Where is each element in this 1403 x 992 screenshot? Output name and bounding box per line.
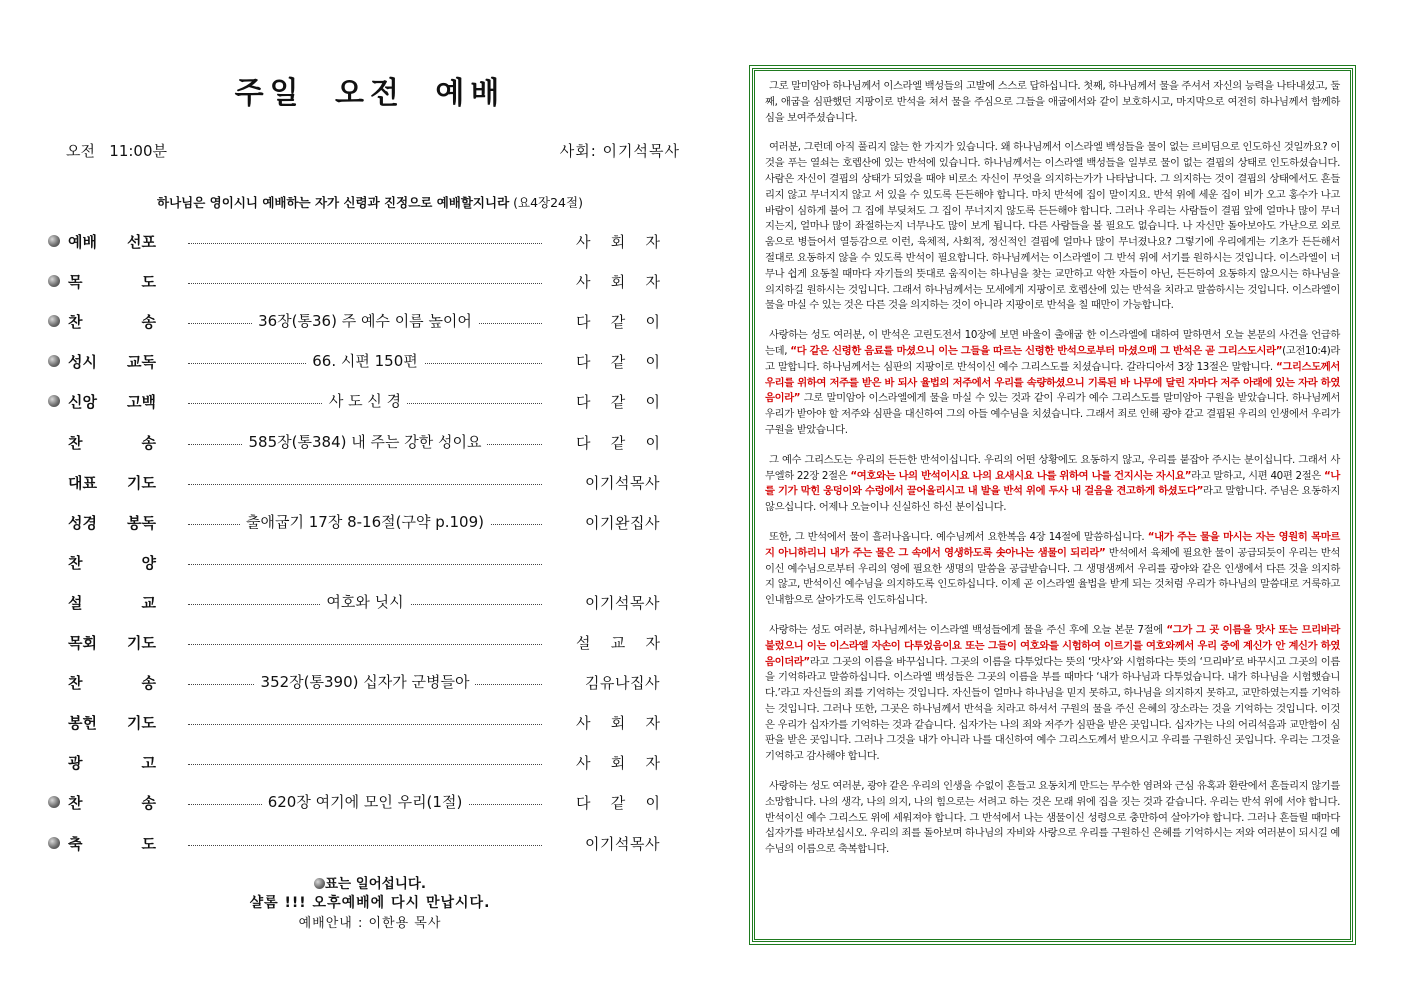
order-item-label	[68, 231, 156, 252]
order-item-content	[188, 390, 542, 411]
dotted-leader	[188, 724, 542, 725]
order-item-content-text: 여호와 닛시	[320, 593, 409, 611]
order-of-worship	[40, 50, 680, 950]
order-item-content	[188, 511, 542, 532]
order-item	[40, 388, 680, 414]
order-item-label-part: 송	[141, 794, 156, 813]
stand-note	[40, 872, 700, 892]
order-item-leader: 이기석목사	[585, 473, 660, 492]
order-item-label-part: 목	[68, 273, 83, 292]
standing-bullet-icon	[48, 837, 60, 849]
standing-bullet-icon	[48, 355, 60, 367]
service-time: 오전 11:00분	[66, 142, 168, 160]
order-item-label-part: 도	[141, 273, 156, 292]
order-item	[40, 830, 680, 856]
order-item-content	[188, 791, 542, 812]
order-item	[40, 549, 680, 575]
sermon-paragraph	[765, 623, 1340, 765]
dotted-leader	[188, 484, 542, 485]
order-item-content-text: 352장(통390) 십자가 군병들아	[255, 673, 476, 691]
service-host: 사회: 이기석목사	[559, 142, 680, 160]
page-title: 주일 오전 예배	[234, 76, 506, 111]
standing-bullet-icon	[48, 235, 60, 247]
order-item-label-part: 도	[141, 834, 156, 853]
order-item-label	[68, 311, 156, 332]
theme-verse	[40, 193, 700, 211]
order-item-leader: 사 회 자	[576, 273, 660, 292]
order-item-leader: 이기석목사	[585, 834, 660, 853]
scripture-quote: “그리스도께서 우리를 위하여 저주를 받은 바 되사 율법의 저주에서 우리를 속량하셨으니 기록된 바 나무에 달린 자마다 저주 아래에 있는 자라 하였음이라”	[765, 360, 1340, 405]
order-item-content-text: 36장(통36) 주 예수 이름 높이어	[252, 312, 478, 330]
order-item-content-text: 66. 시편 150편	[306, 352, 424, 370]
sermon-text: 그로 말미암아 하나님께서 이스라엘 백성들의 고발에 스스로 답하십니다. 첫째, 하나님께서 물을 주셔서 자신의 능력을 나타내셨고, 둘째, 애굽을 심판했던 지팡이로 반석을 쳐서 물을 주심으로 그들을 애굽에서와 같이 보호하시고, 마지막으로 여전히 하나님께서 함께하심을 보여주셨습니다.	[765, 80, 1340, 124]
order-item-label	[68, 592, 156, 613]
order-item-content	[188, 671, 542, 692]
order-item-content	[188, 310, 542, 331]
theme-verse-ref: (요4장24절)	[509, 195, 583, 210]
sermon-text: (고전10:4)라고 말합니다. 하나님께서는 심판의 지팡이로 반석이신 예수 그리스도를 치셨습니다. 갈라디아서 3장 13절은 말합니다.	[765, 344, 1340, 373]
order-item-label-part: 송	[141, 674, 156, 693]
order-item	[40, 268, 680, 294]
order-item-label	[68, 632, 156, 653]
order-item-label	[68, 833, 156, 854]
order-item-leader: 사 회 자	[576, 714, 660, 733]
order-item-label-part: 고	[141, 754, 156, 773]
order-item-label-part: 찬	[68, 433, 83, 452]
sermon-text: 사랑하는 성도 여러분, 하나님께서는 이스라엘 백성들에게 물을 주신 후에 오늘 본문 7절에	[769, 623, 1167, 636]
sermon-paragraph	[765, 140, 1340, 314]
order-item-label	[68, 391, 156, 412]
order-item-label	[68, 351, 156, 372]
order-item	[40, 789, 680, 815]
standing-bullet-icon	[48, 796, 60, 808]
order-item-label	[68, 271, 156, 292]
standing-bullet-icon	[314, 878, 325, 889]
order-item-leader: 이기석목사	[585, 593, 660, 612]
order-item	[40, 308, 680, 334]
worship-guide: 예배안내 : 이한용 목사	[298, 916, 442, 931]
order-item-leader: 다 같 이	[576, 313, 660, 332]
order-item-label-part: 기도	[127, 634, 156, 652]
sermon-paragraph	[765, 453, 1340, 516]
order-item-label-part: 신앙	[68, 393, 97, 412]
order-item-label-part: 송	[141, 433, 156, 452]
order-item-content	[188, 591, 542, 612]
order-item-label	[68, 512, 156, 533]
sermon-text: 또한, 그 반석에서 물이 흘러나옵니다. 예수님께서 요한복음 4장 14절에 말씀하십니다.	[769, 530, 1148, 543]
order-item	[40, 509, 680, 535]
dotted-leader	[188, 283, 542, 284]
order-item	[40, 709, 680, 735]
order-item-label-part: 교독	[127, 353, 156, 372]
dotted-leader	[188, 564, 542, 565]
scripture-quote: “나를 기가 막힌 웅덩이와 수렁에서 끌어올리시고 내 발을 반석 위에 두사 내 걸음을 견고하게 하셨도다”	[765, 469, 1340, 498]
sermon-text: 그로 말미암아 이스라엘에게 물을 마실 수 있는 것과 같이 우리가 예수 그리스도를 말미암아 구원을 받았습니다. 하나님께서 우리가 받아야 할 저주와 심판을 대신하여 그의 아들 예수님을 치셨습니다. 그래서 죄로 인해 광야 같고 결핍된 우리의 인생에서 우리가 구원을 받았습니다.	[765, 392, 1340, 436]
order-item-label-part: 찬	[68, 674, 83, 693]
sermon-text: 라고 말합니다. 주님은 요동하지 않으십니다. 어제나 오늘이나 신실하신 하신 분이십니다.	[765, 485, 1341, 514]
scripture-quote: “다 같은 신령한 음료를 마셨으니 이는 그들을 따르는 신령한 반석으로부터 마셨으매 그 반석은 곧 그리스도시라”	[790, 344, 1283, 357]
order-item	[40, 589, 680, 615]
order-item-label-part: 고백	[127, 393, 156, 412]
order-item	[40, 429, 680, 455]
order-item-content-text: 585장(통384) 내 주는 강한 성이요	[243, 433, 488, 451]
order-item-leader: 다 같 이	[576, 353, 660, 372]
order-item-label-part: 예배	[68, 233, 97, 251]
order-item-label-part: 성시	[68, 353, 97, 372]
order-item-label-part: 찬	[68, 794, 83, 813]
scripture-quote: “그가 그 곳 이름을 맛사 또는 므리바라 불렀으니 이는 이스라엘 자손이 다투었음이요 또는 그들이 여호와를 시험하여 이르기를 여호와께서 우리 중에 계신가 안 계신가 하였음이더라”	[765, 623, 1340, 668]
stand-note-text: 표는 일어섭니다.	[324, 876, 427, 892]
order-item-label-part: 양	[141, 553, 156, 572]
order-item-label	[68, 472, 156, 493]
dotted-leader	[188, 764, 542, 765]
dotted-leader	[188, 845, 542, 846]
order-item-leader: 김유나집사	[585, 674, 660, 693]
sermon-paragraph	[765, 530, 1340, 609]
sermon-text: 라고 말하고, 시편 40편 2절은	[1191, 469, 1324, 482]
order-item-label-part: 축	[68, 834, 83, 853]
order-item-label-part: 설	[68, 593, 83, 612]
order-item-leader: 다 같 이	[576, 794, 660, 813]
shalom-message: 샬롬 !!! 오후예배에 다시 만납시다.	[249, 895, 491, 911]
order-item-label-part: 광	[68, 754, 83, 773]
order-item-label-part: 기도	[127, 473, 156, 492]
sermon-text: 그 예수 그리스도는 우리의 든든한 반석이십니다. 우리의 어떤 상황에도 요동하지 않고, 우리를 붙잡아 주시는 분이십니다. 그래서 사무엘하 22장 2절은	[765, 453, 1340, 482]
order-item-label	[68, 432, 156, 453]
sermon-text: 여러분, 그런데 아직 풀리지 않는 한 가지가 있습니다. 왜 하나님께서 이스라엘 백성들을 물이 없는 르비딤으로 인도하신 것일까요? 이것을 푸는 열쇠는 호렙산에 있는 반석에 있습니다. 하나님께서는 이스라엘 백성들을 일부로 물이 없는 결핍의 상태로 인도하셨습니다. 사람은 자신이 결핍의 상태가 되었을 때야 비로소 자신이 무엇을 의지하는가가 나타납니다. 그 의지하는 것이 결핍의 상태에서도 흔들리지 않고 무너지지 않고 서 있을 수 있도록 든든해야 합니다. 마치 반석에 집이 말이지요. 반석 위에 세운 집이 비가 오고 홍수가 나고 바람이 심하게 불어 그 집에 부딪쳐도 그 집이 무너지지 않도록 든든해야 합니다. 그러나 우리는 사람들이 결핍 앞에 얼마나 많이 무너지는지, 얼마나 많이 좌절하는지 너무나도 많이 보게 됩니다. 다른 사람들을 볼 필요도 없습니다. 나 자신만 돌아보아도 가난으로 외로움으로 병들어서 열등감으로 이런, 육체적, 사회적, 정신적인 결핍에 얼마나 많이 무너졌나요? 그렇기에 우리에게는 기초가 든든해서 절대로 요동하지 않을 수 있도록 반석이 필요합니다. 하나님께서는 이스라엘이 그 반석 위에 서기를 원하시는 것입니다. 이스라엘이 너무나 쉽게 요동칠 때마다 자기들의 뜻대로 움직이는 하나님을 찾는 교만하고 악한 자들이 아닌, 든든하여 요동하지 않으시는 하나님을 의지하길 원하시는 것입니다. 그래서 하나님께서는 모세에게 지팡이로 호렙산에 있는 반석을 치라고 말씀하시는 것입니다. 이스라엘이 물을 마실 수 있는 것은 다른 것을 의지하는 것이 아니라 지팡이로 반석을 칠 때만이 가능합니다.	[765, 141, 1340, 312]
order-item-label-part: 목회	[68, 634, 97, 652]
standing-bullet-icon	[48, 275, 60, 287]
scripture-quote: “여호와는 나의 반석이시요 나의 요새시요 나를 위하여 나를 건지시는 자시요”	[850, 469, 1192, 482]
order-item	[40, 669, 680, 695]
order-item-leader: 다 같 이	[576, 393, 660, 412]
order-item	[40, 749, 680, 775]
order-item-label-part: 찬	[68, 553, 83, 572]
theme-verse-text: 하나님은 영이시니 예배하는 자가 신령과 진정으로 예배할지니라	[157, 195, 510, 210]
sermon-panel	[752, 68, 1353, 942]
order-item-label-part: 봉독	[127, 513, 156, 532]
order-item-label	[68, 672, 156, 693]
order-item	[40, 469, 680, 495]
standing-bullet-icon	[48, 315, 60, 327]
sermon-text: 라고 그곳의 이름을 바꾸십니다. 그곳의 이름을 다투었다는 뜻의 ‘맛사’와 시험하다는 뜻의 ‘므리바’로 바꾸시고 그곳의 이름을 기억하라고 말씀하십니다. 이스라엘 백성들은 그곳의 이름을 부를 때마다 ‘내가 하나님과 다투었습니다. 내가 하나님을 시험했습니다.’라고 자신들의 죄를 기억하는 것입니다. 자신들이 얼마나 하나님을 믿지 못하고, 하나님을 의지하지 못하고, 교만하였는지를 기억하는 것입니다. 그러나 또한, 그곳은 하나님께서 반석을 치라고 하셔서 구원의 물을 주신 은혜의 장소라는 것을 기억하는 것입니다. 이것은 우리가 십자가를 기억하는 것과 같습니다. 십자가는 나의 죄와 저주가 심판을 받은 곳입니다. 십자가는 나의 어리석음과 교만함이 심판을 받은 곳입니다. 그러나 그것을 내가 아니라 나를 대신하여 예수 그리스도께서 받으시고 우리를 구원하신 곳입니다. 우리는 그것을 기억하고 감사해야 합니다.	[765, 655, 1340, 763]
order-item-content-text: 출애굽기 17장 8-16절(구약 p.109)	[240, 513, 490, 531]
standing-bullet-icon	[48, 395, 60, 407]
order-item-content-text: 사 도 신 경	[323, 392, 407, 410]
order-item-leader: 사 회 자	[576, 233, 660, 251]
order-item-leader: 설 교 자	[576, 634, 660, 652]
order-item-leader: 다 같 이	[576, 433, 660, 452]
order-item-label-part: 선포	[127, 233, 156, 251]
order-item-leader: 사 회 자	[576, 754, 660, 773]
order-item	[40, 629, 680, 655]
order-item-label-part: 기도	[127, 714, 156, 733]
order-item-label	[68, 792, 156, 813]
order-item-label	[68, 712, 156, 733]
order-item-label-part: 찬	[68, 313, 83, 332]
order-item-label-part: 교	[141, 593, 156, 612]
order-item-label-part: 대표	[68, 473, 97, 492]
order-item-label	[68, 752, 156, 773]
order-item-leader: 이기완집사	[585, 513, 660, 532]
order-item-content	[188, 350, 542, 371]
order-item	[40, 348, 680, 374]
dotted-leader	[188, 644, 542, 645]
order-item-label	[68, 552, 156, 573]
order-item	[40, 228, 680, 254]
sermon-paragraph	[765, 79, 1340, 126]
order-item-label-part: 성경	[68, 513, 97, 532]
dotted-leader	[188, 243, 542, 244]
sermon-paragraph	[765, 779, 1340, 858]
order-item-content-text: 620장 여기에 모인 우리(1절)	[262, 793, 469, 811]
order-item-content	[188, 431, 542, 452]
order-item-label-part: 송	[141, 313, 156, 332]
sermon-paragraph	[765, 328, 1340, 439]
order-item-label-part: 봉헌	[68, 714, 97, 733]
sermon-text: 사랑하는 성도 여러분, 광야 같은 우리의 인생을 수없이 흔들고 요동치게 만드는 무수한 염려와 근심 유혹과 환란에서 흔들리지 않기를 소망합니다. 나의 생각, 나의 의지, 나의 힘으로는 서려고 하는 것은 모래 위에 집을 짓는 것과 같습니다. 우리는 반석 위에 서야 합니다. 반석이신 예수 그리스도 위에 세워져야 합니다. 그 반석에서 나는 샘물이신 성령으로 충만하여 살아가야 합니다. 그러나 흔들릴 때마다 십자가를 바라보십시오. 우리의 죄를 돌아보며 하나님의 자비와 사랑으로 우리를 구원하신 은혜를 기억하시는 저와 여러분이 되시길 예수님의 이름으로 축복합니다.	[765, 780, 1340, 856]
sermon-text: 사랑하는 성도 여러분, 이 반석은 고린도전서 10장에 보면 바울이 출애굽 한 이스라엘에 대하여 말하면서 오늘 본문의 사건을 언급하는데,	[765, 329, 1340, 357]
scripture-quote: “내가 주는 물을 마시는 자는 영원히 목마르지 아니하리니 내가 주는 물은 그 속에서 영생하도록 솟아나는 샘물이 되리라”	[765, 530, 1340, 559]
sermon-text: 반석에서 육체에 필요한 물이 공급되듯이 우리는 반석이신 예수님으로부터 우리의 영에 필요한 생명의 말씀을 공급받습니다. 그 생명샘께서 우리를 광야와 같은 인생에서 다른 것을 의지하지 않고, 반석이신 예수님을 의지하도록 인도하십니다. 이제 곧 이스라엘 율법을 받게 되는 것처럼 우리가 하나님의 말씀대로 거룩하고 인내함으로 살아가도록 인도하십니다.	[765, 546, 1340, 607]
